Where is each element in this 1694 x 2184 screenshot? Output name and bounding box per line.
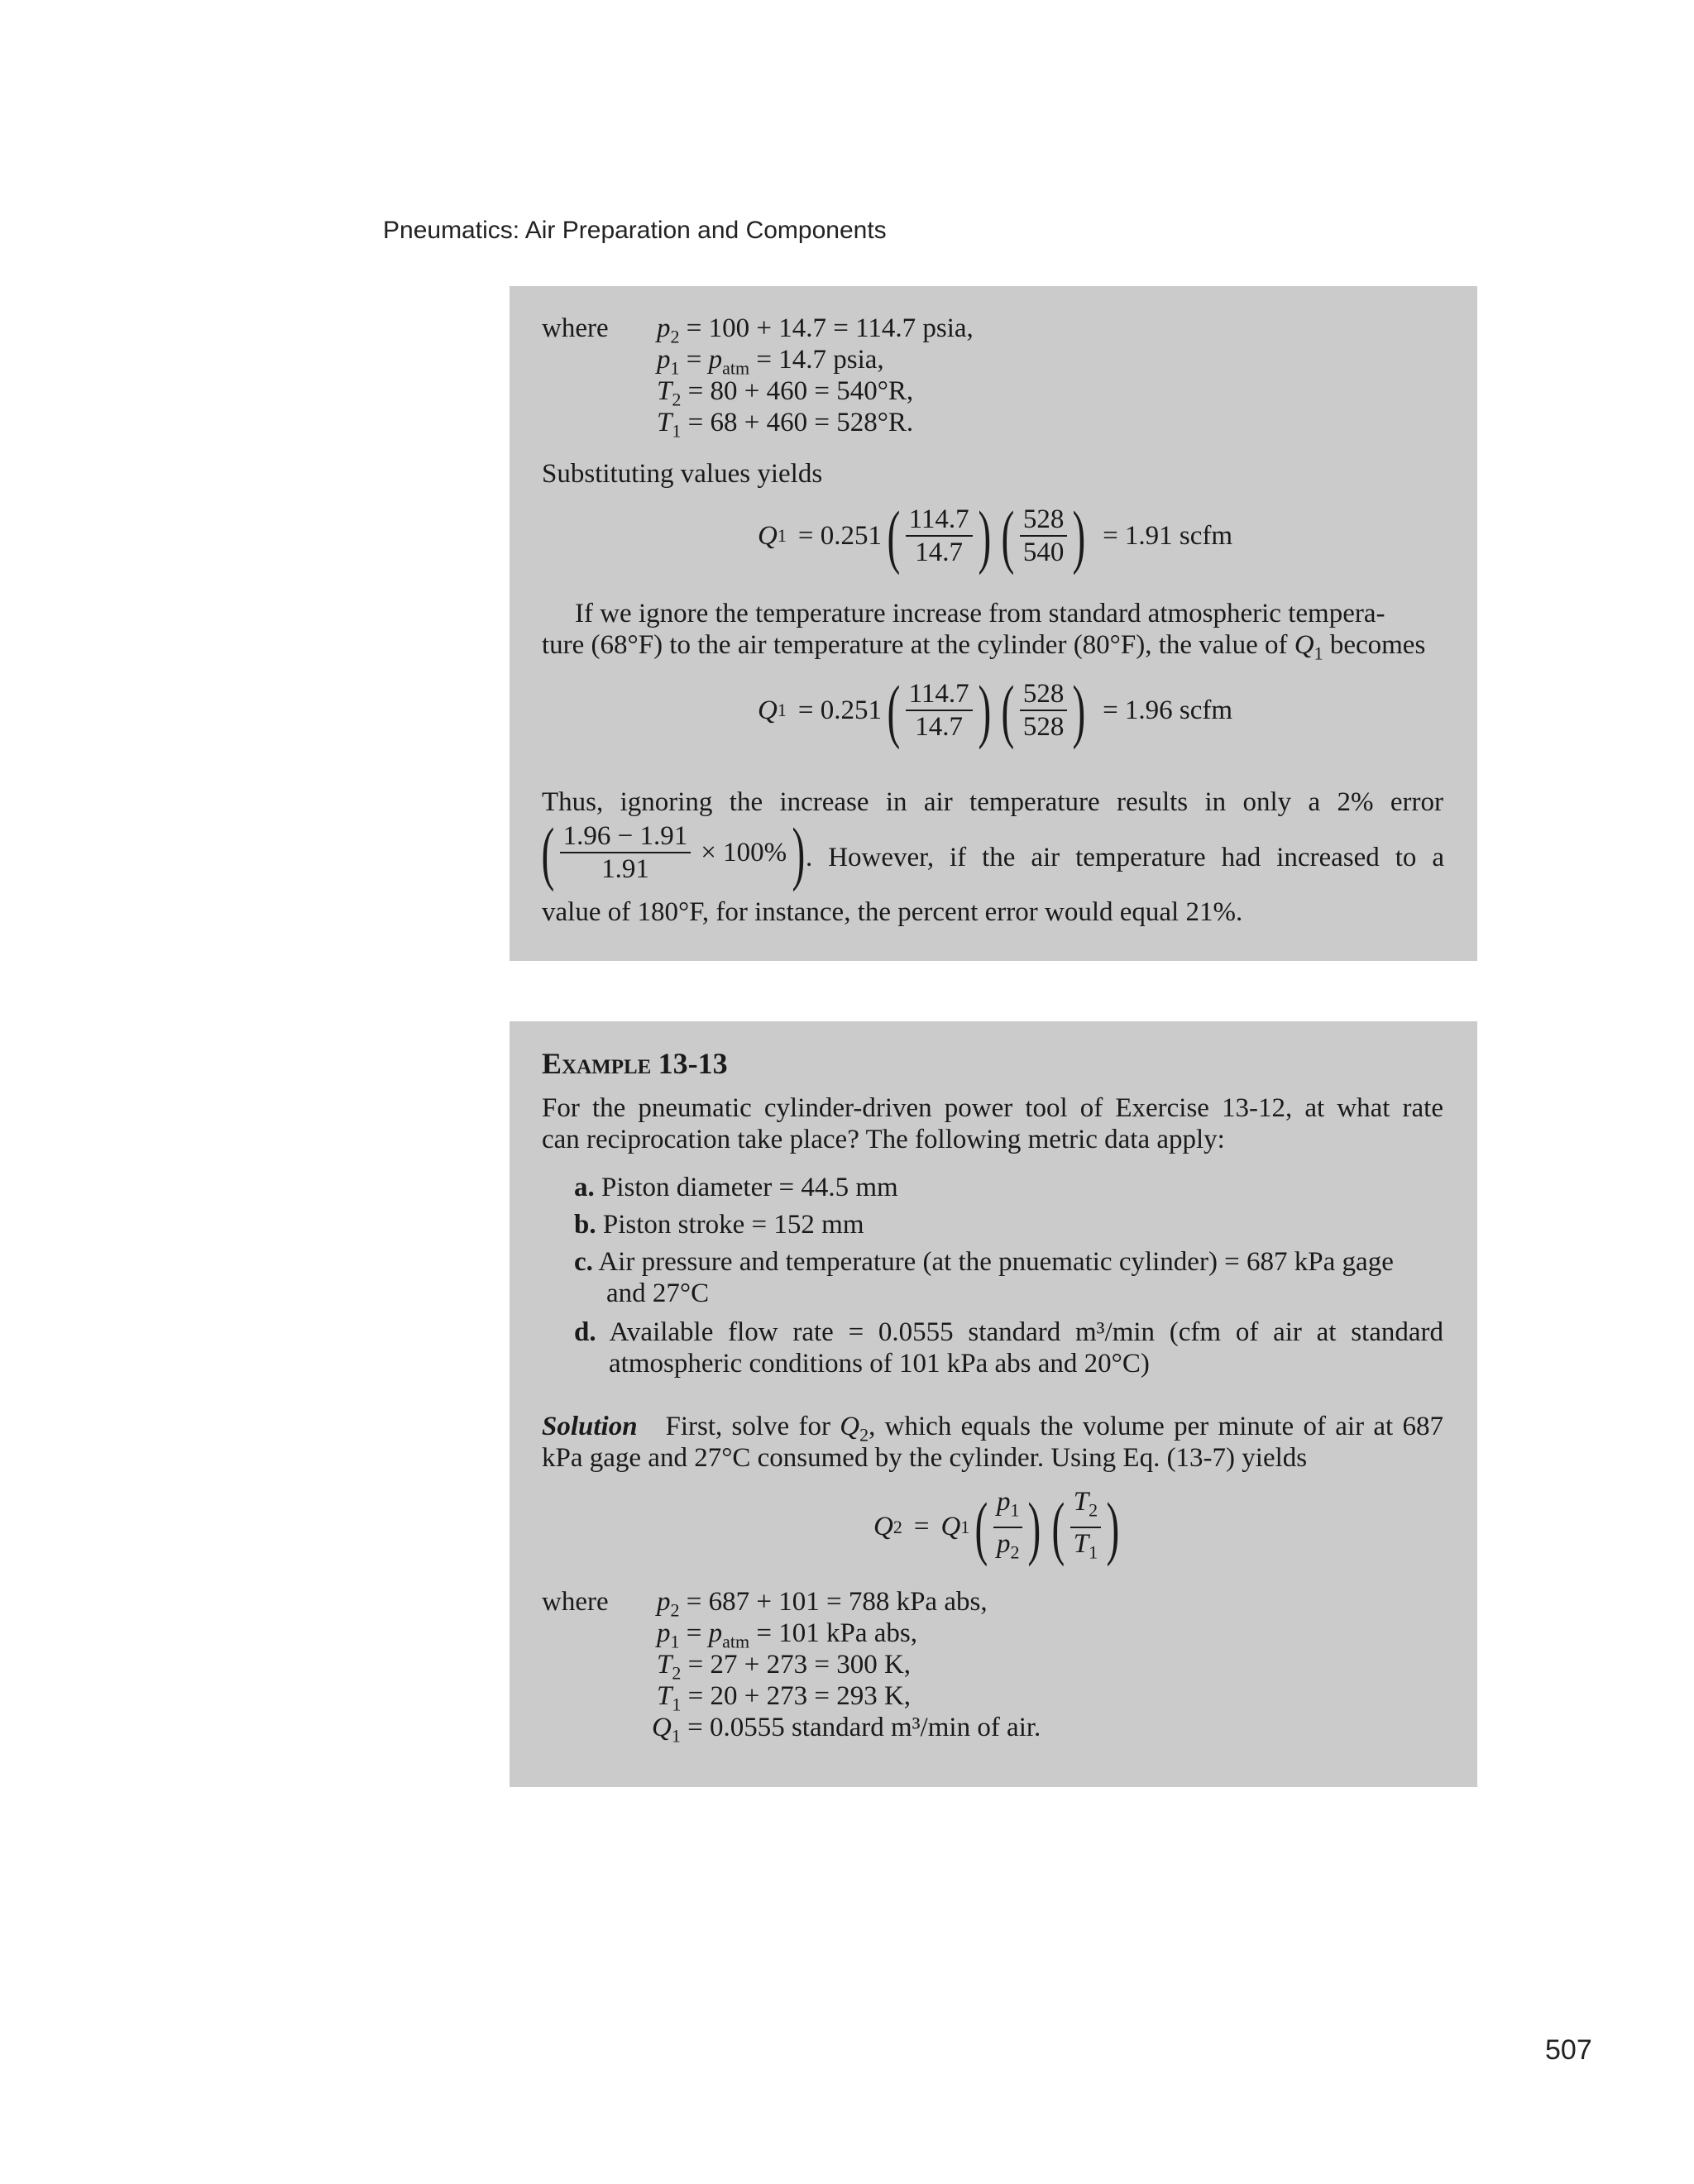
equation-1: Q 1 = 0.251 ( $\frac{114.7}{14.7}$ ) ( $\frac{528}{540}$ ) = 1.91 scfm: [758, 496, 1233, 576]
running-head: Pneumatics: Air Preparation and Components: [383, 217, 887, 244]
list-item-continuation: and 27°C: [606, 1278, 710, 1308]
list-item-continuation: atmospheric conditions of 101 kPa abs and 20°C): [609, 1349, 1150, 1379]
question-line: For the pneumatic cylinder-driven power tool of Exercise 13-12, at what rate: [542, 1093, 1443, 1123]
definition-line: $p_1 = p_{atm} = 101$ kPa abs,: [657, 1618, 917, 1652]
error-expression: ( $\frac{1.96 - 1.91}{1.91}$ × 100% ): [541, 813, 806, 892]
definition-line: $T_1 = 20 + 273 = 293$ K,: [657, 1681, 912, 1715]
definition-line: $T_2 = 27 + 273 = 300$ K,: [657, 1650, 912, 1684]
definition-line: $Q_1 = 0.0555$ standard m³/min of air.: [652, 1713, 1041, 1747]
paragraph-line: Thus, ignoring the increase in air temperature results in only a 2% error: [542, 787, 1443, 817]
substituting-text: Substituting values yields: [542, 459, 823, 489]
question-line: can reciprocation take place? The following metric data apply:: [542, 1125, 1225, 1154]
list-item: c. Air pressure and temperature (at the pnuematic cylinder) = 687 kPa gage: [574, 1247, 1394, 1277]
solution-continuation-box: [510, 286, 1477, 961]
equation-3: Q 2 = Q 1 ( $\frac{p_1}{p_2}$ ) ( $\frac{T_2}{T_1}$ ): [873, 1487, 1120, 1567]
example-box: [510, 1021, 1477, 1787]
paragraph-line: value of 180°F, for instance, the percent error would equal 21%.: [542, 897, 1243, 927]
example-heading: Example 13-13: [542, 1047, 728, 1080]
paragraph-line: If we ignore the temperature increase from standard atmospheric tempera-: [575, 599, 1385, 628]
definition-line: $p_2 = 687 + 101 = 788$ kPa abs,: [657, 1587, 988, 1621]
paragraph-line: ture (68°F) to the air temperature at the cylinder (80°F), the value of $Q_1$ becomes: [542, 630, 1426, 664]
solution-line: kPa gage and 27°C consumed by the cylinder. Using Eq. (13-7) yields: [542, 1443, 1308, 1473]
where-label: where: [542, 1587, 609, 1617]
definition-line: $p_2 = 100 + 14.7 = 114.7$ psia,: [657, 313, 974, 347]
definition-line: $T_1 = 68 + 460 = 528^\circ R$.: [657, 408, 914, 442]
list-item: a. Piston diameter = 44.5 mm: [574, 1173, 898, 1202]
definition-line: $p_1 = p_{atm} = 14.7$ psia,: [657, 345, 884, 379]
page-number: 507: [1545, 2034, 1592, 2066]
equation-2: Q 1 = 0.251 ( $\frac{114.7}{14.7}$ ) ( $\frac{528}{528}$ ) = 1.96 scfm: [758, 671, 1233, 750]
solution-line: Solution First, solve for $Q_2$, which equals the volume per minute of air at 687: [542, 1412, 1443, 1446]
list-item: b. Piston stroke = 152 mm: [574, 1210, 864, 1240]
list-item: d. Available flow rate = 0.0555 standard m³/min (cfm of air at standard: [574, 1317, 1443, 1347]
paragraph-line: . However, if the air temperature had increased to a: [806, 843, 1444, 872]
where-label: where: [542, 313, 609, 343]
definition-line: $T_2 = 80 + 460 = 540^\circ R$,: [657, 376, 914, 410]
